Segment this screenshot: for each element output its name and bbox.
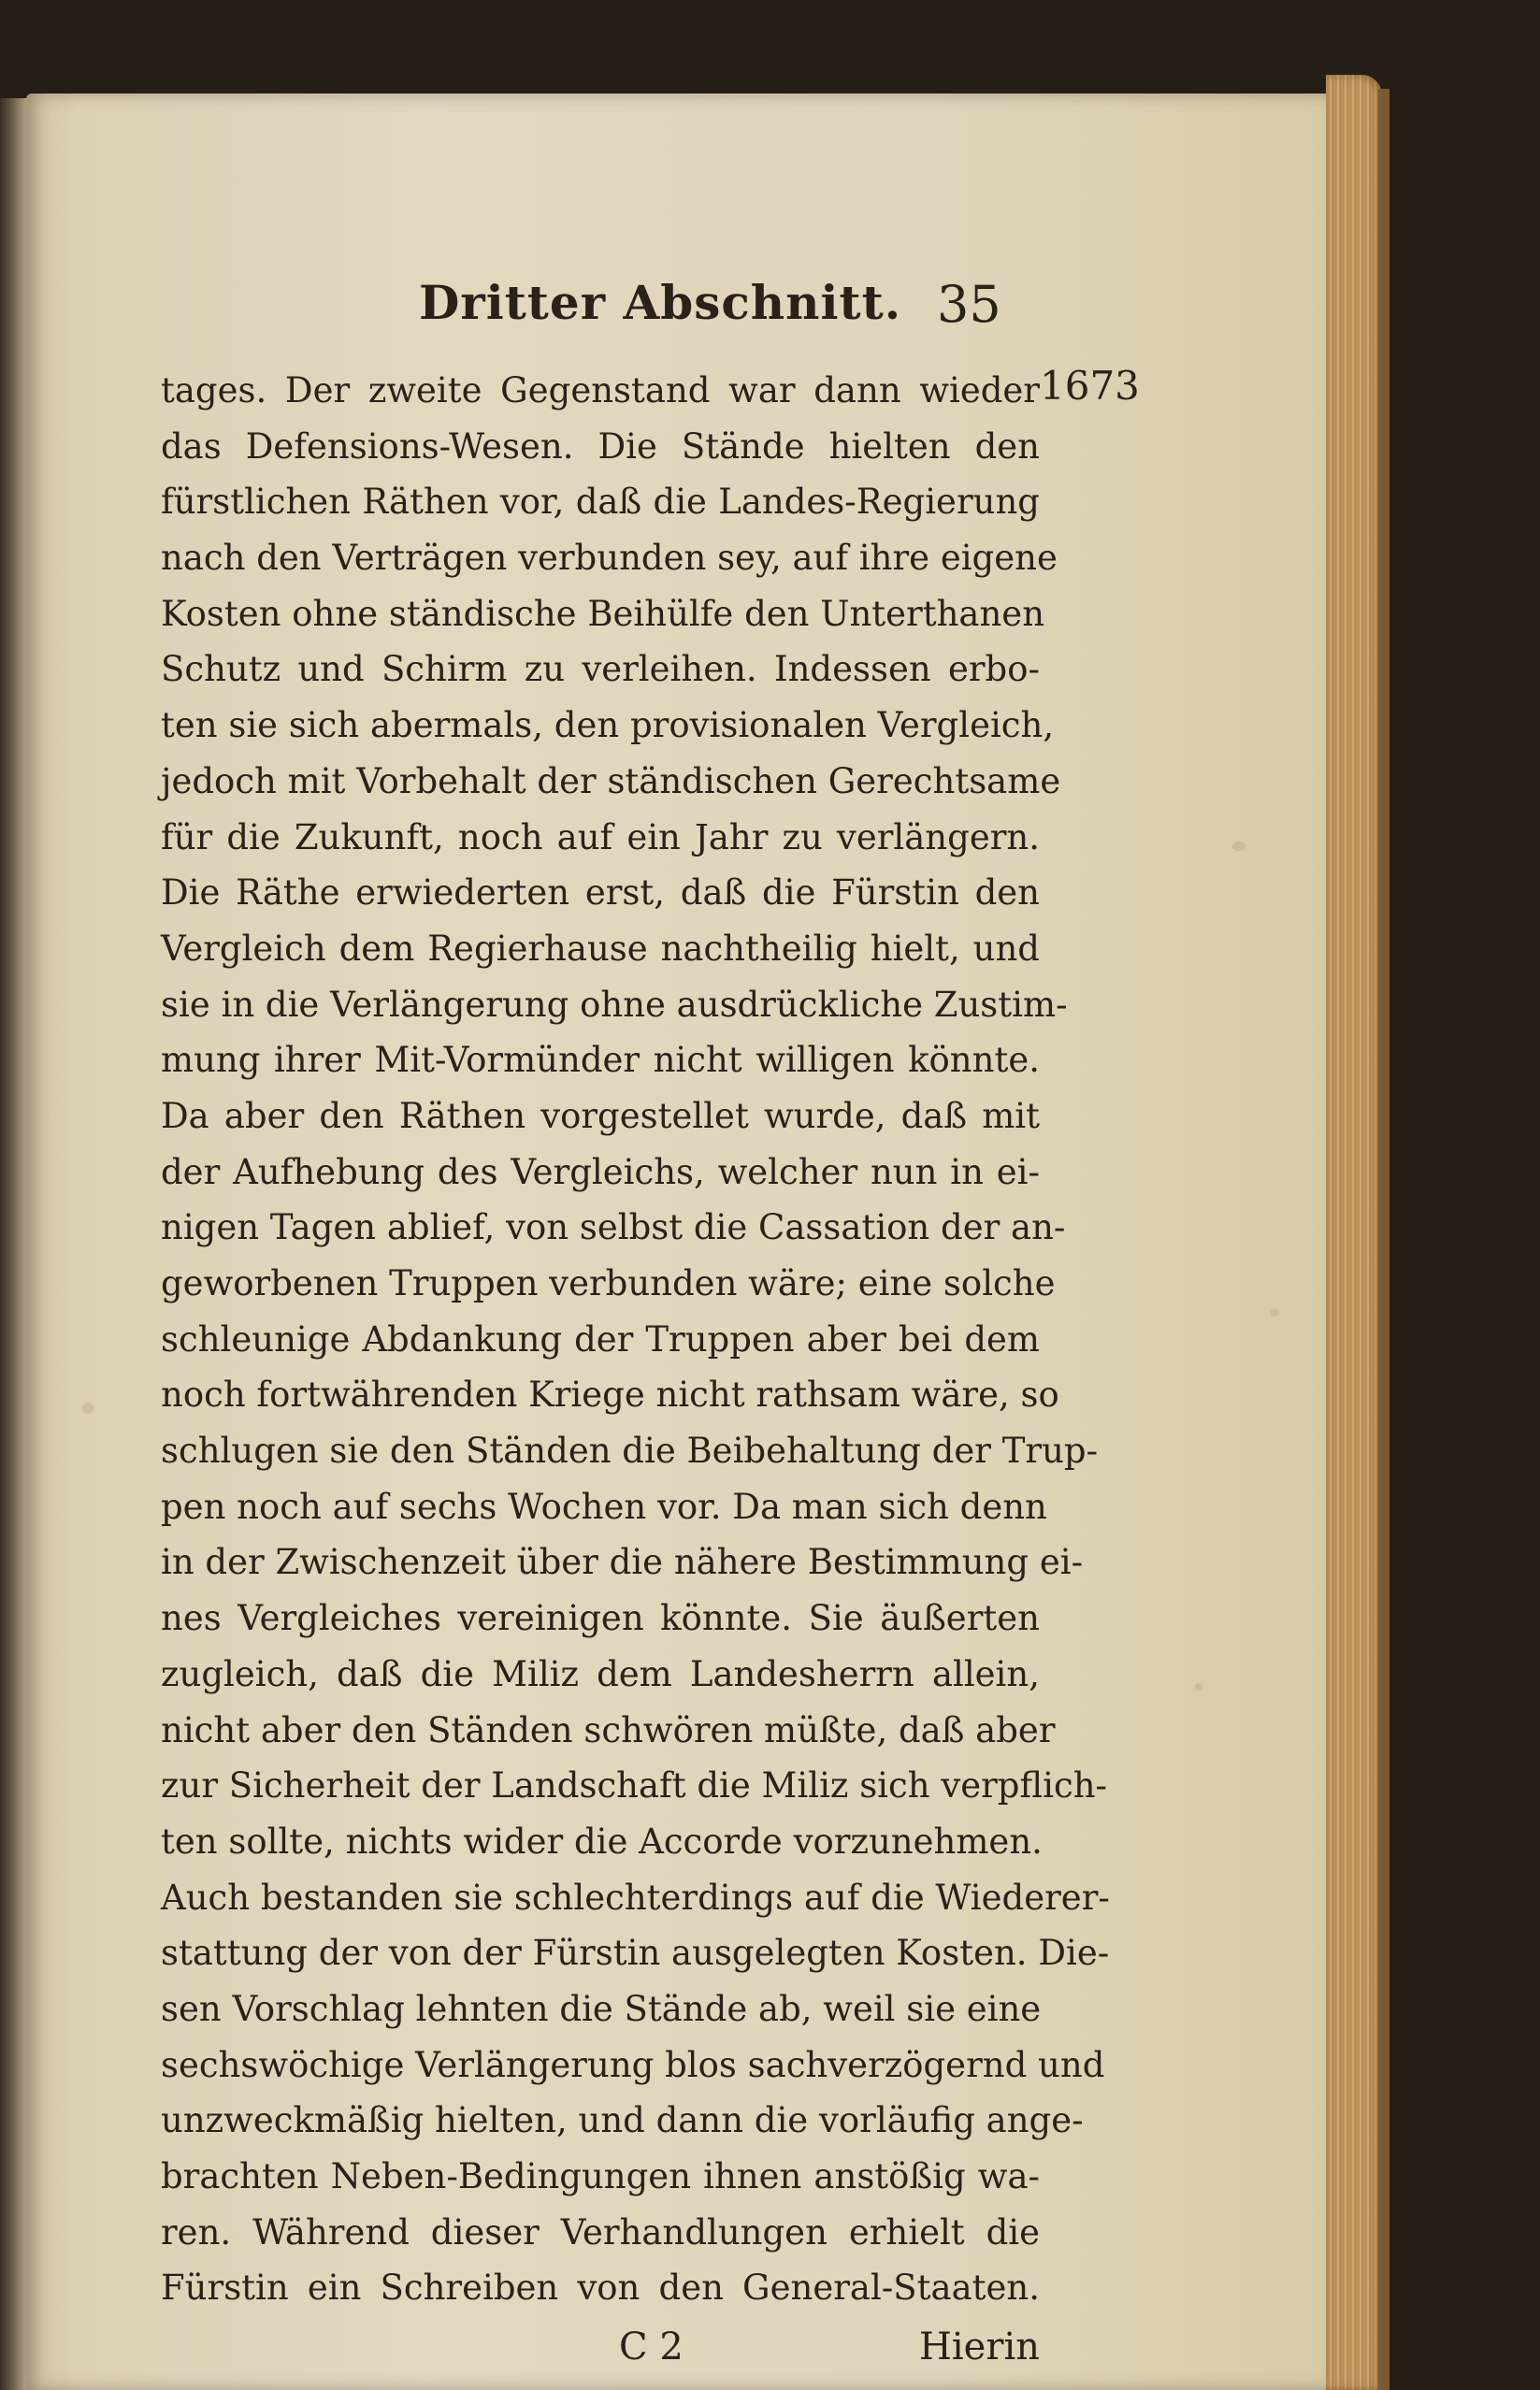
text-line: ten sollte, nichts wider die Accorde vorzunehmen.: [161, 1821, 1043, 1862]
text-line: stattung der von der Fürstin ausgelegten Kosten. Die-: [161, 1933, 1110, 1974]
text-line: sechswöchige Verlängerung blos sachverzögernd und: [161, 2044, 1105, 2085]
text-line: Fürstin ein Schreiben von den General-Staaten.: [161, 2268, 1040, 2309]
running-header: [161, 269, 1040, 363]
text-line: das Defensions-Wesen. Die Stände hielten den: [161, 425, 1040, 467]
foxing-stain: [1232, 842, 1245, 851]
text-line: geworbenen Truppen verbunden wäre; eine solche: [161, 1263, 1056, 1303]
text-line: Auch bestanden sie schlechterdings auf die Wiederer-: [161, 1877, 1110, 1918]
text-line: unzweckmäßig hielten, und dann die vorläufig ange-: [161, 2100, 1084, 2141]
text-line: zur Sicherheit der Landschaft die Miliz sich verpflich-: [161, 1765, 1108, 1807]
text-line: jedoch mit Vorbehalt der ständischen Gerechtsame: [161, 760, 1061, 801]
text-line: fürstlichen Räthen vor, daß die Landes-Regierung: [161, 482, 1040, 523]
text-line: nach den Verträgen verbunden sey, auf ihre eigene: [161, 538, 1058, 579]
text-line: sie in die Verlängerung ohne ausdrückliche Zustim-: [161, 984, 1068, 1025]
text-line: Vergleich dem Regierhause nachtheilig hielt, und: [161, 928, 1040, 969]
text-line: schlugen sie den Ständen die Beibehaltung der Trup-: [161, 1431, 1099, 1472]
foxing-stain: [1270, 1309, 1279, 1317]
page-edges: [1326, 75, 1382, 2390]
margin-year-note: 1673: [1040, 363, 1140, 409]
book-cover-edge: [1378, 89, 1389, 2390]
text-line: mung ihrer Mit-Vormünder nicht willigen könnte.: [161, 1040, 1040, 1081]
text-line: Schutz und Schirm zu verleihen. Indessen erbo-: [161, 649, 1040, 690]
chapter-heading: Dritter Abschnitt.: [419, 275, 902, 330]
text-line: Kosten ohne ständische Beihülfe den Unterthanen: [161, 593, 1045, 634]
text-line: pen noch auf sechs Wochen vor. Da man sich denn: [161, 1486, 1047, 1527]
text-line: Da aber den Räthen vorgestellet wurde, daß mit: [161, 1095, 1040, 1136]
text-line: noch fortwährenden Kriege nicht rathsam wäre, so: [161, 1375, 1059, 1416]
text-line: nicht aber den Ständen schwören müßte, daß aber: [161, 1709, 1056, 1750]
catchword: Hierin: [918, 2325, 1040, 2369]
text-line: der Aufhebung des Vergleichs, welcher nun in ei-: [161, 1151, 1040, 1192]
signature-mark: C 2: [619, 2325, 684, 2369]
foxing-stain: [1195, 1683, 1202, 1691]
text-line: zugleich, daß die Miliz dem Landesherrn allein,: [161, 1653, 1040, 1694]
text-line: brachten Neben-Bedingungen ihnen anstößig wa-: [161, 2156, 1040, 2196]
text-line: nes Vergleiches vereinigen könnte. Sie äußerten: [161, 1598, 1040, 1639]
book-binding-gutter: [0, 98, 28, 2390]
text-line: ren. Während dieser Verhandlungen erhielt die: [161, 2211, 1040, 2253]
text-line: nigen Tagen ablief, von selbst die Cassation der an-: [161, 1207, 1066, 1248]
foxing-stain: [82, 1403, 94, 1414]
text-line: sen Vorschlag lehnten die Stände ab, weil sie eine: [161, 1988, 1042, 2029]
text-line: tages. Der zweite Gegenstand war dann wieder: [161, 370, 1040, 410]
text-line: in der Zwischenzeit über die nähere Bestimmung ei-: [161, 1542, 1084, 1583]
text-line: ten sie sich abermals, den provisionalen Vergleich,: [161, 705, 1055, 746]
page-number: 35: [937, 275, 1001, 334]
text-line: schleunige Abdankung der Truppen aber bei dem: [161, 1318, 1040, 1360]
page-footer: [161, 2322, 1040, 2387]
text-line: Die Räthe erwiederten erst, daß die Fürstin den: [161, 872, 1040, 914]
text-line: für die Zukunft, noch auf ein Jahr zu verlängern.: [161, 816, 1040, 857]
